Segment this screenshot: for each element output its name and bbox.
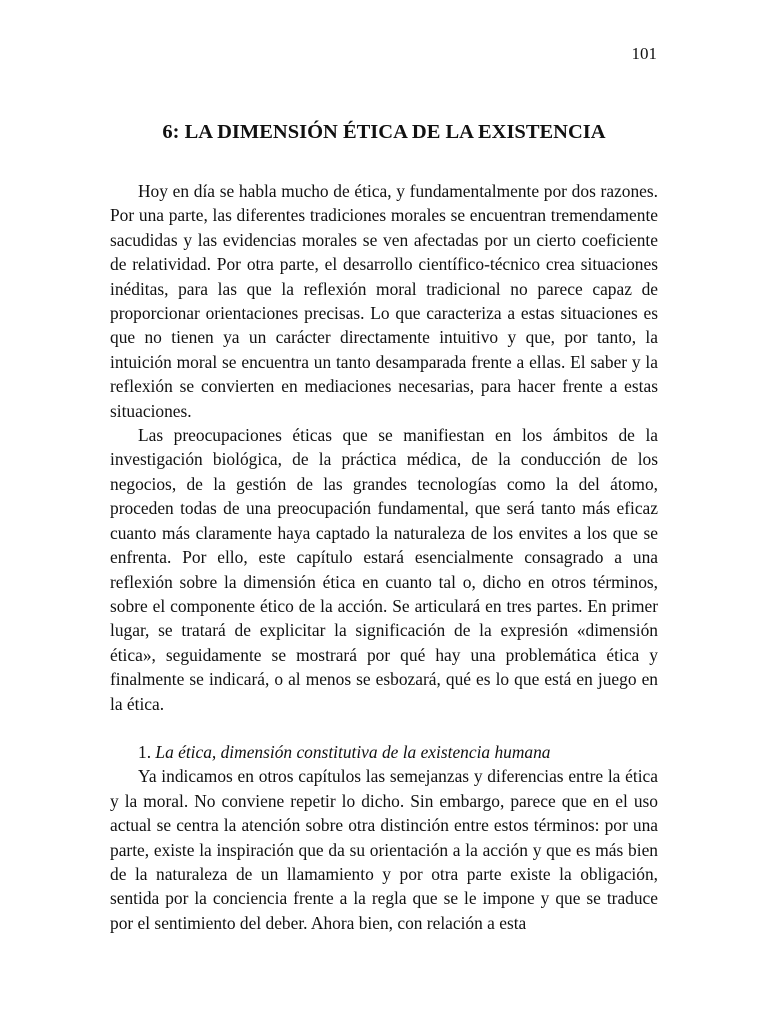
- chapter-title: 6: LA DIMENSIÓN ÉTICA DE LA EXISTENCIA: [162, 121, 606, 143]
- section-paragraph: Ya indicamos en otros capítulos las semejanzas y diferencias entre la ética y la moral. No conviene repetir lo dicho. Sin embargo, parece que en el uso actual se centra la atención sobre otra distinción entre estos términos: por una parte, existe la inspiración que da su orientación a la acción y que es más bien de la naturaleza de un llamamiento y por otra parte existe la obligación, sentida por la conciencia frente a la regla que se le impone y que se traduce por el sentimiento del deber. Ahora bien, con relación a esta: [110, 766, 658, 933]
- paragraph-2: Las preocupaciones éticas que se manifiestan en los ámbitos de la investigación biológica, de la práctica médica, de la conducción de los negocios, de la gestión de las grandes tecnologías como la del átomo, proceden todas de una preocupación fundamental, que será tanto más eficaz cuanto más claramente haya captado la naturaleza de los envites a los que se enfrenta. Por ello, este capítulo estará esencialmente consagrado a una reflexión sobre la dimensión ética en cuanto tal o, dicho en otros términos, sobre el componente ético de la acción. Se articulará en tres partes. En primer lugar, se tratará de explicitar la significación de la expresión «dimensión ética», seguidamente se mostrará por qué hay una problemática ética y finalmente se indicará, o al menos se esbozará, qué es lo que está en juego en la ética.: [110, 425, 658, 714]
- paragraph-1: Hoy en día se habla mucho de ética, y fundamentalmente por dos razones. Por una parte, las diferentes tradiciones morales se encuentran tremendamente sacudidas y las evidencias morales se ven afectadas por un cierto coeficiente de relatividad. Por otra parte, el desarrollo científico-técnico crea situaciones inéditas, para las que la reflexión moral tradicional no parece capaz de proporcionar orientaciones precisas. Lo que caracteriza a estas situaciones es que no tienen ya un carácter directamente intuitivo y que, por tanto, la intuición moral se encuentra un tanto desamparada frente a ellas. El saber y la reflexión se convierten en mediaciones necesarias, para hacer frente a estas situaciones.: [110, 181, 658, 421]
- section-title: La ética, dimensión constitutiva de la existencia humana: [155, 741, 551, 762]
- section-number: 1.: [138, 741, 152, 762]
- body-text: [110, 179, 658, 935]
- page-number: 101: [631, 44, 657, 63]
- section-heading: [110, 740, 658, 764]
